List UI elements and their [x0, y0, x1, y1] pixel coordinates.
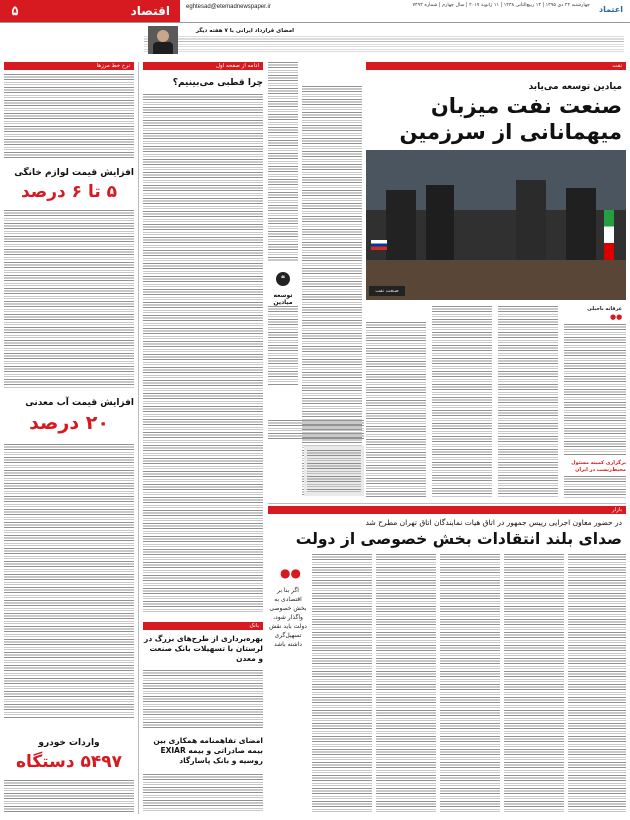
box1-text — [4, 210, 134, 388]
box3-highlight: ۵۴۹۷ دستگاه — [15, 752, 123, 772]
box2-text — [4, 444, 134, 718]
section-title: اقتصاد — [30, 0, 180, 22]
bottom-text-col-2 — [504, 554, 564, 814]
author-portrait — [148, 26, 178, 54]
bank-title-1: بهره‌برداری از طرح‌های بزرگ در لرستان با تسهیلات بانک صنعت و معدن — [144, 634, 263, 663]
main-story-pullquote: برگزاری کمیته مسئول محیط‌زیست در ایران — [571, 460, 626, 473]
bottom-story-subtitle: در حضور معاون اجرایی رییس جمهور در اتاق هیات نمایندگان اتاق تهران مطرح شد — [365, 518, 622, 527]
box1-highlight: ۵ تا ۶ درصد — [20, 182, 118, 202]
top-strip-text — [144, 36, 624, 52]
main-story-text-col-4 — [564, 324, 626, 456]
main-story-text-col-4b — [564, 476, 626, 498]
bottom-story-kicker: بازار — [268, 506, 626, 514]
main-story-kicker: نفت — [366, 62, 626, 70]
heart-icon: ●● — [610, 313, 623, 321]
middle-text — [143, 94, 263, 614]
main-story — [366, 62, 626, 502]
box3-title: واردات خودرو — [38, 738, 100, 748]
bottom-text-col-3 — [440, 554, 500, 814]
box3-text — [4, 780, 134, 812]
bottom-story — [268, 506, 626, 814]
section-email: eghtesad@etemadnewspaper.ir — [186, 4, 271, 10]
left-section-bar: نرخ خط مرز‌ها — [4, 62, 134, 70]
bank-bar: بانک — [143, 622, 263, 630]
bottom-text-col-4 — [376, 554, 436, 814]
middle-section-bar: ادامه از صفحه اول — [143, 62, 263, 70]
date-line: چهارشنبه ۲۲ دی ۱۳۹۵ | ۱۴ ربیع‌الثانی ۱۴۳۸ | ۱۱ ژانویه ۲۰۱۷ | سال چهارم | شماره ۷۴۹۴ — [412, 3, 590, 8]
main-story-text-col-3 — [498, 306, 558, 498]
main-story-text-col-2 — [432, 306, 492, 498]
side-quote-text — [268, 306, 298, 386]
box2-title: افزایش قیمت آب معدنی — [25, 398, 134, 408]
bottom-story-headline: صدای بلند انتقادات بخش خصوصی از دولت — [295, 530, 622, 548]
bottom-sidebar-quote — [268, 566, 308, 814]
side-quote-title: توسعه میادین — [273, 292, 293, 306]
side-text — [268, 62, 298, 262]
main-story-text-col-1 — [366, 322, 426, 498]
shaded-quote-box — [304, 446, 364, 496]
bottom-text-col-5 — [312, 554, 372, 814]
bottom-text-col-1 — [568, 554, 626, 814]
top-strip — [144, 28, 624, 52]
left-column — [4, 62, 134, 812]
middle-column — [143, 62, 263, 812]
center-text-tail — [268, 420, 364, 440]
header-rule — [0, 22, 630, 23]
bank-text-1 — [143, 670, 263, 730]
photo-caption: صنعت نفت — [369, 286, 405, 296]
main-story-author: عرفانه باجبلی — [587, 306, 622, 312]
quote-icon: ❝ — [276, 272, 290, 286]
top-strip-title: امضای قرارداد ایرانی با ۷ هفته دیگر — [195, 28, 294, 34]
quote-circles-icon: ●● — [280, 566, 301, 580]
newspaper-logo: اعتماد — [599, 5, 623, 14]
bottom-sidebar-quote-text: اگر بنا بر اقتصادی به بخش خصوصی واگذار شود، دولت باید نقش تسهیل‌گری داشته باشد — [269, 587, 307, 648]
column-divider — [138, 62, 139, 814]
bank-title-2: امضای تفاهمنامه همکاری بین بیمه صادراتی و بیمه EXIAR روسیه و بانک پاسارگاد — [153, 736, 263, 765]
section-rule — [268, 503, 626, 504]
middle-title: چرا قطبی می‌بینیم؟ — [172, 78, 263, 88]
main-story-headline-2: میهمانانی از سرزمین — [399, 120, 622, 144]
page-header — [0, 0, 630, 30]
main-story-photo — [366, 150, 626, 300]
box1-title: افزایش قیمت لوازم خانگی — [14, 168, 134, 178]
bank-text-2 — [143, 774, 263, 812]
main-story-subtitle: میادین توسعه می‌یابد — [528, 82, 622, 92]
left-bullets-text — [4, 74, 134, 158]
box2-highlight: ۲۰ درصد — [29, 412, 109, 434]
main-story-headline-1: صنعت نفت میزبان — [430, 94, 622, 118]
page-number: ۵ — [0, 0, 30, 22]
